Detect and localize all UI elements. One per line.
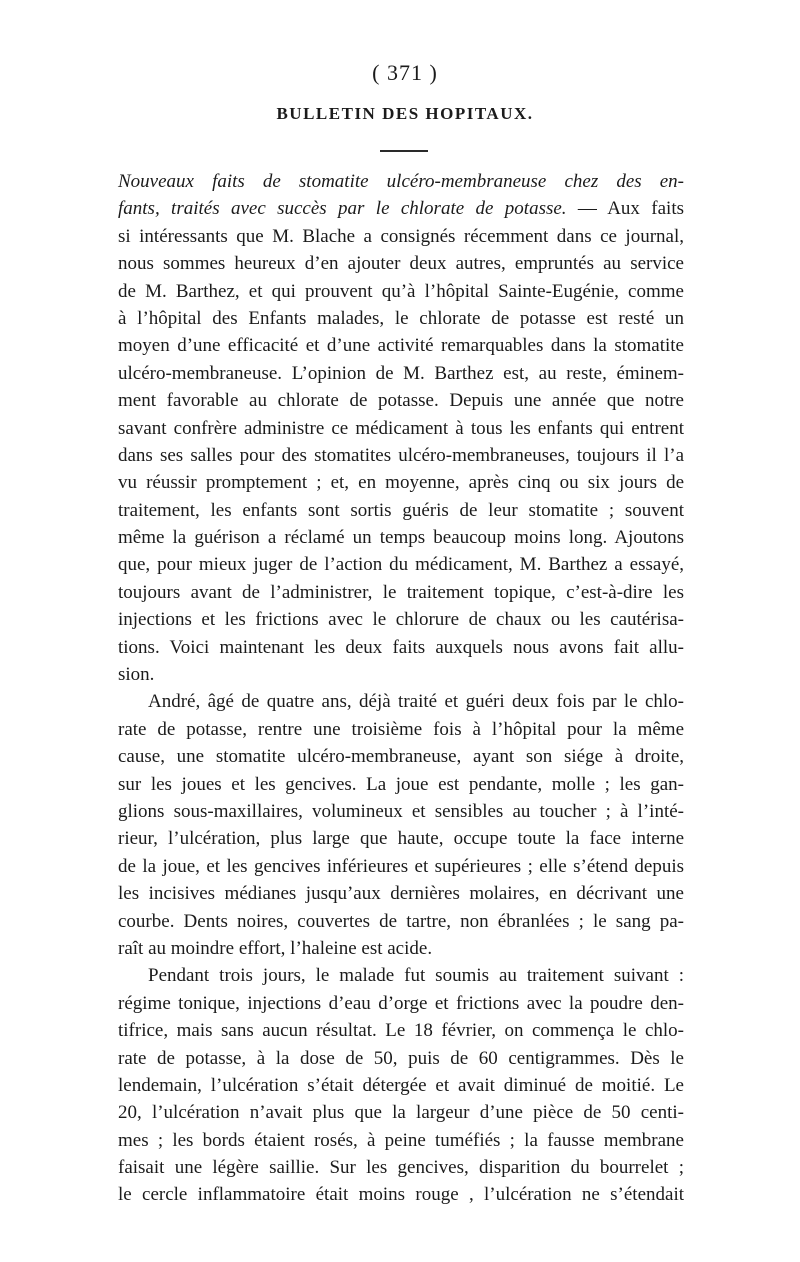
line-text: ulcéro-membraneuse. L’opinion de M. Barthez est, au reste, éminem- bbox=[118, 362, 684, 384]
line-text: sur les joues et les gencives. La joue est pendante, molle ; les gan- bbox=[118, 773, 684, 795]
text-line bbox=[118, 469, 684, 496]
text-line bbox=[118, 880, 684, 907]
line-text: vu réussir promptement ; et, en moyenne, après cinq ou six jours de bbox=[118, 472, 684, 494]
text-line bbox=[118, 278, 684, 305]
text-line bbox=[118, 962, 684, 989]
article-title-text: fants, traités avec succès par le chlorate de potasse. bbox=[118, 198, 567, 220]
line-text: de M. Barthez, et qui prouvent qu’à l’hôpital Sainte-Eugénie, comme bbox=[118, 280, 684, 302]
line-text: rate de potasse, rentre une troisième fois à l’hôpital pour la même bbox=[118, 718, 684, 740]
line-text: ment favorable au chlorate de potasse. Depuis une année que notre bbox=[118, 390, 684, 412]
line-text: rieur, l’ulcération, plus large que haute, occupe toute la face interne bbox=[118, 828, 684, 850]
text-line bbox=[118, 716, 684, 743]
line-text: à l’hôpital des Enfants malades, le chlorate de potasse est resté un bbox=[118, 307, 684, 329]
line-text: glions sous-maxillaires, volumineux et sensibles au toucher ; à l’inté- bbox=[118, 800, 684, 822]
line-text: moyen d’une efficacité et d’une activité remarquables dans la stomatite bbox=[118, 335, 684, 357]
text-line bbox=[118, 250, 684, 277]
text-line bbox=[118, 1072, 684, 1099]
line-text: le cercle inflammatoire était moins rouge , l’ulcération ne s’étendait bbox=[118, 1184, 684, 1206]
article-title-text: Nouveaux faits de stomatite ulcéro-membraneuse chez des en- bbox=[118, 171, 684, 192]
text-line bbox=[118, 743, 684, 770]
text-line bbox=[118, 825, 684, 852]
line-text: faisait une légère saillie. Sur les gencives, disparition du bourrelet ; bbox=[118, 1157, 684, 1179]
line-text: si intéressants que M. Blache a consignés récemment dans ce journal, bbox=[118, 225, 684, 247]
text-line bbox=[118, 853, 684, 880]
line-text: sion. bbox=[118, 664, 155, 686]
line-text: Pendant trois jours, le malade fut soumis au traitement suivant : bbox=[148, 965, 684, 987]
header-rule bbox=[380, 150, 428, 152]
text-line bbox=[118, 1017, 684, 1044]
text-line bbox=[118, 579, 684, 606]
text-line bbox=[118, 442, 684, 469]
text-line bbox=[118, 606, 684, 633]
line-text: nous sommes heureux d’en ajouter deux autres, empruntés au service bbox=[118, 253, 684, 275]
text-line bbox=[118, 1181, 684, 1208]
text-line bbox=[118, 415, 684, 442]
article-body bbox=[118, 168, 684, 1209]
text-line bbox=[118, 551, 684, 578]
line-text: même la guérison a réclamé un temps beaucoup moins long. Ajoutons bbox=[118, 527, 684, 549]
line-text: mes ; les bords étaient rosés, à peine tuméfiés ; la fausse membrane bbox=[118, 1129, 684, 1151]
text-line bbox=[118, 195, 684, 222]
text-line bbox=[118, 935, 684, 962]
line-text: rate de potasse, à la dose de 50, puis de 60 centigrammes. Dès le bbox=[118, 1047, 684, 1069]
text-line bbox=[118, 771, 684, 798]
line-text: injections et les frictions avec le chlorure de chaux ou les cautérisa- bbox=[118, 609, 684, 631]
line-text: courbe. Dents noires, couvertes de tartre, non ébranlées ; le sang pa- bbox=[118, 910, 684, 932]
line-text: — Aux faits bbox=[566, 198, 684, 220]
running-head: BULLETIN DES HOPITAUX. bbox=[276, 104, 534, 123]
text-line bbox=[118, 168, 684, 195]
line-text: que, pour mieux juger de l’action du médicament, M. Barthez a essayé, bbox=[118, 554, 684, 576]
line-text: raît au moindre effort, l’haleine est acide. bbox=[118, 937, 433, 959]
text-line bbox=[118, 1099, 684, 1126]
text-line bbox=[118, 305, 684, 332]
line-text: lendemain, l’ulcération s’était détergée et avait diminué de moitié. Le bbox=[118, 1074, 684, 1096]
line-text: tions. Voici maintenant les deux faits auxquels nous avons fait allu- bbox=[118, 636, 684, 658]
text-line bbox=[118, 360, 684, 387]
text-line bbox=[118, 524, 684, 551]
line-text: régime tonique, injections d’eau d’orge et frictions avec la poudre den- bbox=[118, 992, 684, 1014]
line-text: tifrice, mais sans aucun résultat. Le 18 février, on commença le chlo- bbox=[118, 1020, 684, 1042]
text-line bbox=[118, 661, 684, 688]
line-text: les incisives médianes jusqu’aux dernières molaires, en décrivant une bbox=[118, 883, 684, 905]
line-text: de la joue, et les gencives inférieures et supérieures ; elle s’étend depuis bbox=[118, 855, 684, 877]
text-line bbox=[118, 688, 684, 715]
text-line bbox=[118, 634, 684, 661]
text-line bbox=[118, 798, 684, 825]
line-text: 20, l’ulcération n’avait plus que la largeur d’une pièce de 50 centi- bbox=[118, 1102, 684, 1124]
text-line bbox=[118, 990, 684, 1017]
text-line bbox=[118, 387, 684, 414]
text-line bbox=[118, 1127, 684, 1154]
text-line bbox=[118, 908, 684, 935]
text-line bbox=[118, 332, 684, 359]
line-text: traitement, les enfants sont sortis guéris de leur stomatite ; souvent bbox=[118, 499, 684, 521]
line-text: cause, une stomatite ulcéro-membraneuse, ayant son siége à droite, bbox=[118, 746, 684, 768]
text-line bbox=[118, 1045, 684, 1072]
line-text: toujours avant de l’administrer, le traitement topique, c’est-à-dire les bbox=[118, 581, 684, 603]
text-line bbox=[118, 1154, 684, 1181]
line-text: savant confrère administre ce médicament à tous les enfants qui entrent bbox=[118, 417, 684, 439]
line-text: André, âgé de quatre ans, déjà traité et guéri deux fois par le chlo- bbox=[148, 691, 684, 713]
text-line bbox=[118, 497, 684, 524]
text-line bbox=[118, 223, 684, 250]
page-number: ( 371 ) bbox=[372, 60, 438, 85]
line-text: dans ses salles pour des stomatites ulcéro-membraneuses, toujours il l’a bbox=[118, 444, 684, 466]
